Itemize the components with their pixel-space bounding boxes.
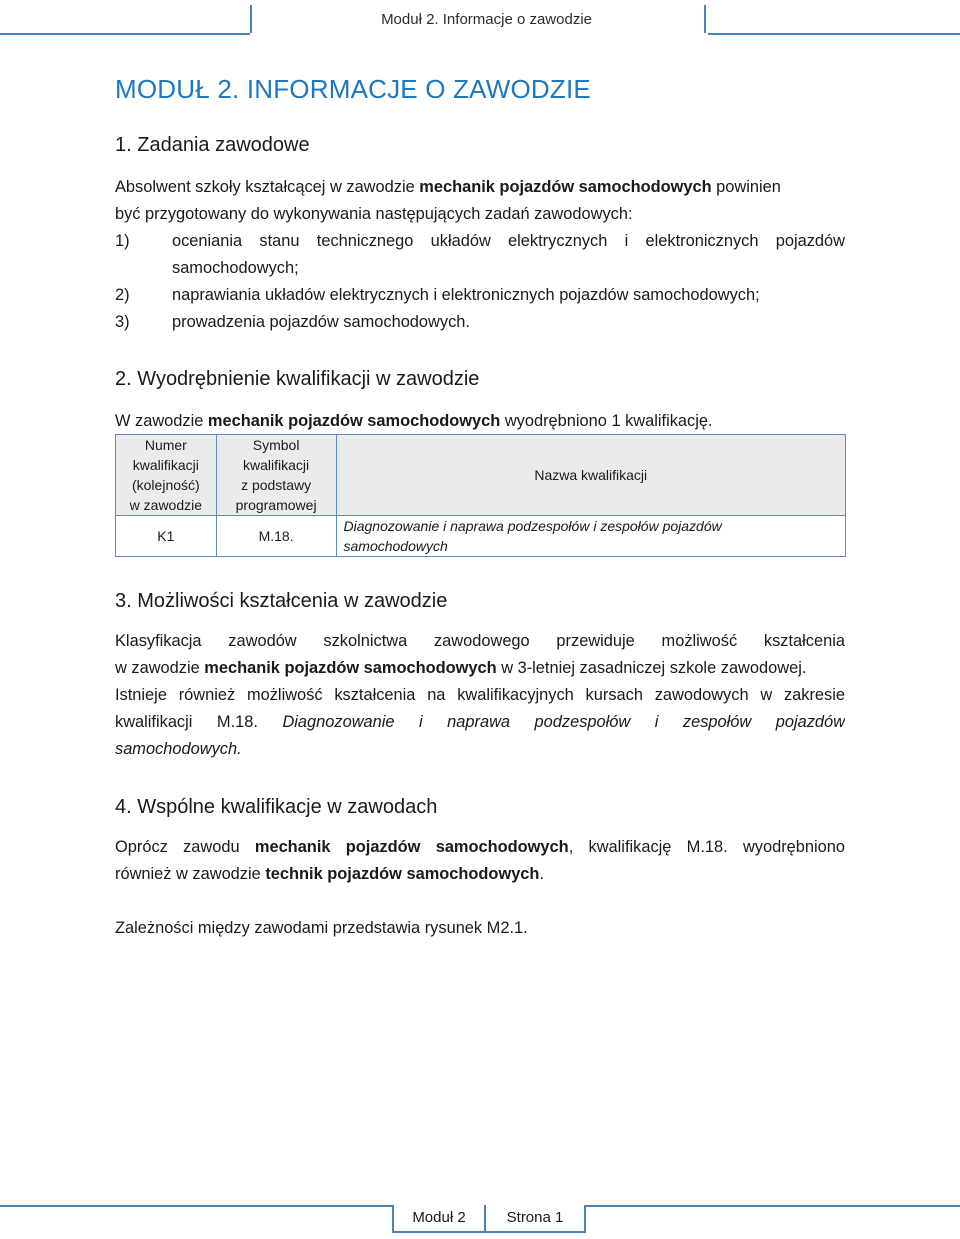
section-4-line-2: również w zawodzie technik pojazdów samochodowych. bbox=[115, 865, 545, 883]
task-1-text-cont: samochodowych; bbox=[172, 259, 299, 277]
section-1-heading: 1. Zadania zawodowe bbox=[115, 134, 310, 156]
task-2-number: 2) bbox=[115, 286, 130, 304]
qualifications-table bbox=[115, 434, 846, 557]
qualification-symbol: M.18. bbox=[216, 516, 336, 557]
table-header-symbol: Symbol kwalifikacji z podstawy programowej bbox=[216, 435, 336, 516]
section-4-heading: 4. Wspólne kwalifikacje w zawodach bbox=[115, 796, 438, 818]
task-1-text: oceniania stanu technicznego układów elektrycznych i elektronicznych pojazdów bbox=[172, 232, 845, 250]
running-title: Moduł 2. Informacje o zawodzie bbox=[381, 11, 592, 28]
footer-rule-left bbox=[0, 1205, 392, 1207]
header-rule-right bbox=[708, 33, 960, 35]
section-3-line-5: samochodowych. bbox=[115, 740, 242, 758]
section-3-line-4: kwalifikacji M.18. Diagnozowanie i naprawa podzespołów i zespołów pojazdów bbox=[115, 713, 845, 731]
qualification-name: Diagnozowanie i naprawa podzespołów i zespołów pojazdów samochodowych bbox=[336, 516, 846, 557]
table-header-row bbox=[116, 435, 846, 516]
section-3-line-3: Istnieje również możliwość kształcenia na kwalifikacyjnych kursach zawodowych w zakresie bbox=[115, 686, 845, 704]
section-4-line-3: Zależności między zawodami przedstawia rysunek M2.1. bbox=[115, 919, 528, 937]
running-header bbox=[250, 5, 706, 33]
section-4-line-1: Oprócz zawodu mechanik pojazdów samochodowych, kwalifikację M.18. wyodrębniono bbox=[115, 838, 845, 856]
footer-module: Moduł 2 bbox=[392, 1205, 486, 1233]
table-row bbox=[116, 516, 846, 557]
header-rule-left bbox=[0, 33, 250, 35]
section-3-heading: 3. Możliwości kształcenia w zawodzie bbox=[115, 590, 448, 612]
section-3-line-2: w zawodzie mechanik pojazdów samochodowych w 3-letniej zasadniczej szkole zawodowej. bbox=[115, 659, 807, 677]
section-2-heading: 2. Wyodrębnienie kwalifikacji w zawodzie bbox=[115, 368, 480, 390]
task-1-number: 1) bbox=[115, 232, 130, 250]
qualification-number: K1 bbox=[116, 516, 217, 557]
table-header-number: Numer kwalifikacji (kolejność) w zawodzie bbox=[116, 435, 217, 516]
section-2-text: W zawodzie mechanik pojazdów samochodowych wyodrębniono 1 kwalifikację. bbox=[115, 412, 713, 430]
table-header-name: Nazwa kwalifikacji bbox=[336, 435, 846, 516]
footer-page-number: Strona 1 bbox=[484, 1205, 586, 1233]
footer-rule-right bbox=[586, 1205, 960, 1207]
task-2-text: naprawiania układów elektrycznych i elektronicznych pojazdów samochodowych; bbox=[172, 286, 760, 304]
section-1-intro: Absolwent szkoły kształcącej w zawodzie mechanik pojazdów samochodowych powinien bbox=[115, 178, 781, 196]
section-3-line-1: Klasyfikacja zawodów szkolnictwa zawodowego przewiduje możliwość kształcenia bbox=[115, 632, 845, 650]
task-3-text: prowadzenia pojazdów samochodowych. bbox=[172, 313, 470, 331]
section-1-intro-cont: być przygotowany do wykonywania następujących zadań zawodowych: bbox=[115, 205, 633, 223]
task-3-number: 3) bbox=[115, 313, 130, 331]
module-title: MODUŁ 2. INFORMACJE O ZAWODZIE bbox=[115, 74, 591, 104]
